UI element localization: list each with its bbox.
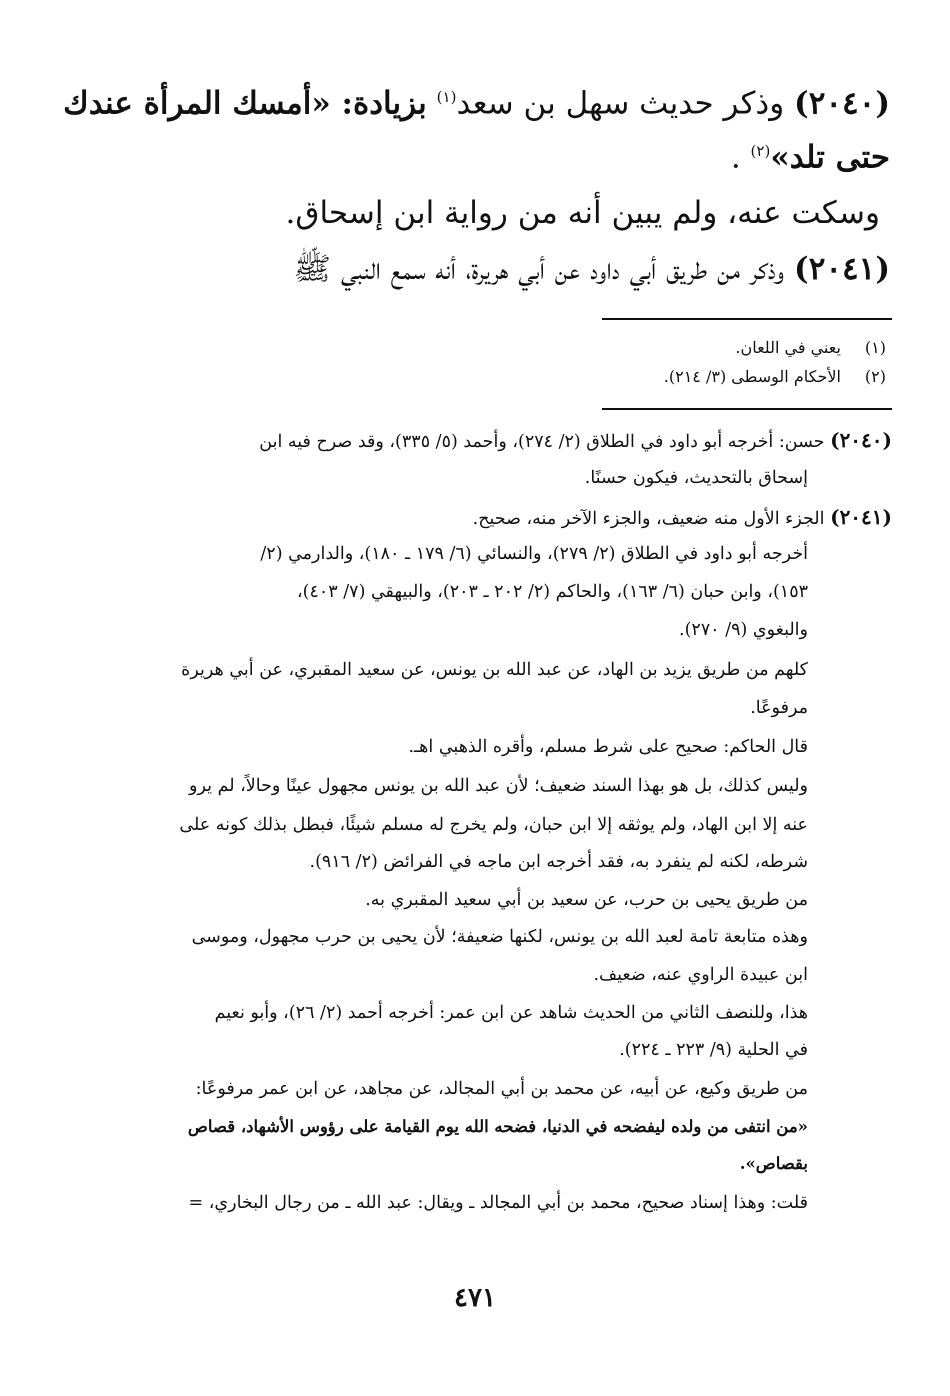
commentary-paragraph-line: كلهم من طريق يزيد بن الهاد، عن عبد الله بن يونس، عن سعيد المقبري، عن أبي هريرة xyxy=(181,660,808,680)
main-line-4: (٢٠٤١) وذكر من طريق أبي داود عن أبي هريرة، أنه سمع النبي ﷺ xyxy=(293,251,890,287)
footnote-text: يعني في اللعان. xyxy=(735,338,841,357)
commentary-paragraph-line: من طريق وكيع، عن أبيه، عن محمد بن أبي المجالد، عن مجاهد، عن ابن عمر مرفوعًا: xyxy=(195,1079,808,1099)
commentary-2041-line-1: (٢٠٤١) الجزء الأول منه ضعيف، والجزء الآخر منه، صحيح. xyxy=(472,505,892,529)
commentary-paragraph-line: من طريق يحيى بن حرب، عن سعيد بن أبي سعيد المقبري به. xyxy=(365,890,808,910)
commentary-paragraph-line: وليس كذلك، بل هو بهذا السند ضعيف؛ لأن عبد الله بن يونس مجهول عينًا وحالاً، لم يرو xyxy=(189,776,808,796)
commentary-number: (٢٠٤١) xyxy=(830,505,892,529)
footnote-ref: (١) xyxy=(436,88,457,106)
commentary-paragraph-line: هذا، وللنصف الثاني من الحديث شاهد عن ابن عمر: أخرجه أحمد (٢/ ٢٦)، وأبو نعيم xyxy=(214,1003,808,1023)
footnote-2 xyxy=(664,366,886,388)
footnote-separator xyxy=(602,318,892,320)
footnote-number: (٢) xyxy=(864,367,886,386)
footnote-ref: (٢) xyxy=(750,142,771,160)
commentary-number: (٢٠٤٠) xyxy=(830,428,892,452)
hadith-number: (٢٠٤١) xyxy=(794,251,890,287)
main-line-1: (٢٠٤٠) وذكر حديث سهل بن سعد$^{(١)}$ بزيادة: «أمسك المرأة عندك xyxy=(63,85,890,122)
commentary-separator xyxy=(602,408,892,410)
commentary-paragraph-line: قال الحاكم: صحيح على شرط مسلم، وأقره الذهبي اهـ. xyxy=(408,737,808,757)
commentary-paragraph-line: ١٥٣)، وابن حبان (٦/ ١٦٣)، والحاكم (٢/ ٢٠٢ ـ ٢٠٣)، والبيهقي (٧/ ٤٠٣)، xyxy=(297,582,808,602)
main-line-2: حتى تلد»$^{(٢)}$ . xyxy=(730,139,890,176)
commentary-paragraph-line: أخرجه أبو داود في الطلاق (٢/ ٢٧٩)، والنسائي (٦/ ١٧٩ ـ ١٨٠)، والدارمي (٢/ xyxy=(260,544,808,564)
footnote-1 xyxy=(735,337,886,359)
commentary-paragraph-line: في الحلية (٩/ ٢٢٣ ـ ٢٢٤). xyxy=(619,1040,808,1060)
commentary-paragraph-line: مرفوعًا. xyxy=(750,698,808,718)
page-number: ٤٧١ xyxy=(454,1283,496,1313)
footnote-number: (١) xyxy=(864,338,886,357)
hadith-number: (٢٠٤٠) xyxy=(794,85,890,122)
commentary-paragraph-line: شرطه، لكنه لم ينفرد به، فقد أخرجه ابن ماجه في الفرائض (٢/ ٩١٦). xyxy=(309,852,808,872)
commentary-paragraph-line: ابن عبيدة الراوي عنه، ضعيف. xyxy=(593,965,808,985)
commentary-paragraph-line: قلت: وهذا إسناد صحيح، محمد بن أبي المجالد ـ ويقال: عبد الله ـ من رجال البخاري، = xyxy=(188,1193,808,1213)
footnote-text: الأحكام الوسطى (٣/ ٢١٤). xyxy=(663,367,841,386)
commentary-paragraph-line: وهذه متابعة تامة لعبد الله بن يونس، لكنها ضعيفة؛ لأن يحيى بن حرب مجهول، وموسى xyxy=(191,927,808,947)
commentary-2040-line-2: إسحاق بالتحديث، فيكون حسنًا. xyxy=(584,468,808,488)
main-line-3: وسكت عنه، ولم يبين أنه من رواية ابن إسحاق. xyxy=(285,195,880,231)
quoted-hadith-line: «من انتفى من ولده ليفضحه في الدنيا، فضحه الله يوم القيامة على رؤوس الأشهاد، قصاص xyxy=(187,1117,808,1136)
commentary-2040-line-1: (٢٠٤٠) حسن: أخرجه أبو داود في الطلاق (٢/ ٢٧٤)، وأحمد (٥/ ٣٣٥)، وقد صرح فيه ابن xyxy=(259,428,892,452)
commentary-paragraph-line: عنه إلا ابن الهاد، ولم يوثقه إلا ابن حبان، ولم يخرج له مسلم شيئًا، فبطل بذلك كونه على xyxy=(179,815,808,835)
main-text xyxy=(60,0,890,300)
quoted-hadith-line: بقصاص». xyxy=(739,1154,808,1173)
commentary-paragraph-line: والبغوي (٩/ ٢٧٠). xyxy=(679,620,808,640)
